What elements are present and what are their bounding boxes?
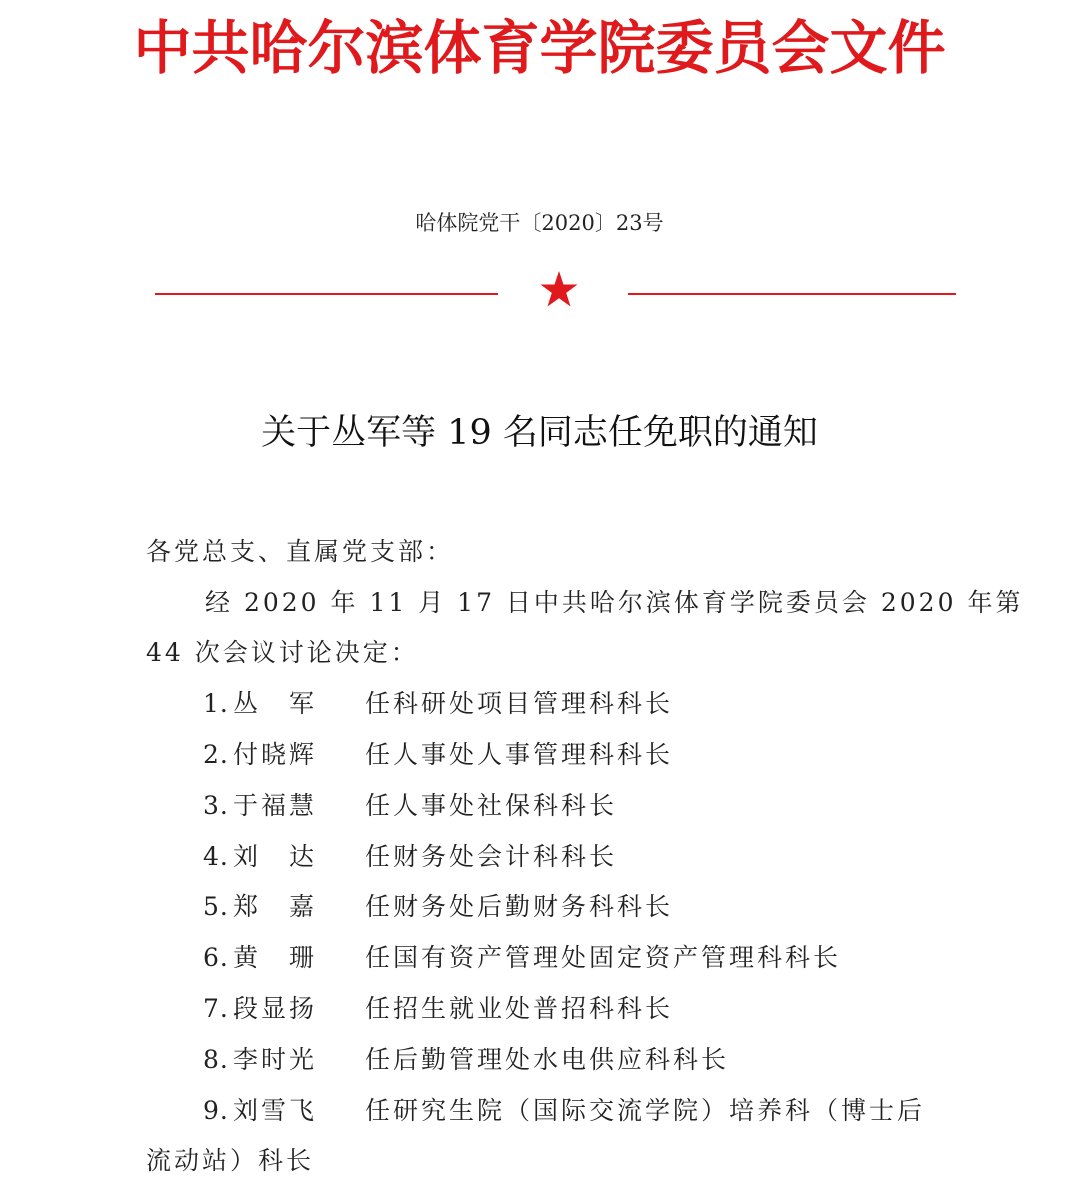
item-position: 任财务处后勤财务科科长 <box>365 892 674 921</box>
body-paragraph-line-2: 44 次会议讨论决定： <box>146 638 419 667</box>
item-number: 4. <box>203 842 229 871</box>
item-number: 7. <box>203 994 229 1023</box>
item-position: 任财务处会计科科长 <box>365 842 618 871</box>
document-title: 关于丛军等 19 名同志任免职的通知 <box>261 413 818 453</box>
item-position: 任招生就业处普招科科长 <box>365 994 674 1023</box>
item-position: 任科研处项目管理科科长 <box>365 689 674 718</box>
item-name: 付晓辉 <box>233 740 318 769</box>
item-name: 刘 达 <box>233 842 318 871</box>
item-position: 任国有资产管理处固定资产管理科科长 <box>365 943 842 972</box>
item-number: 8. <box>203 1045 229 1074</box>
red-star-icon <box>537 268 581 312</box>
red-separator <box>0 266 1079 316</box>
item-name: 于福慧 <box>233 791 318 820</box>
item-name: 黄 珊 <box>233 943 318 972</box>
salutation: 各党总支、直属党支部： <box>146 537 455 566</box>
item-position: 任研究生院（国际交流学院）培养科（博士后 <box>365 1096 926 1125</box>
item-number: 5. <box>203 892 229 921</box>
item-name: 段显扬 <box>233 994 318 1023</box>
item-number: 2. <box>203 740 229 769</box>
item-position: 任人事处人事管理科科长 <box>365 740 674 769</box>
red-header-title: 中共哈尔滨体育学院委员会文件 <box>133 14 946 82</box>
item-position: 任人事处社保科科长 <box>365 791 618 820</box>
item-name: 郑 嘉 <box>233 892 318 921</box>
item-number: 6. <box>203 943 229 972</box>
item-name: 刘雪飞 <box>233 1096 318 1125</box>
item-position: 任后勤管理处水电供应科科长 <box>365 1045 730 1074</box>
separator-line-right <box>628 293 956 295</box>
separator-line-left <box>155 293 498 295</box>
document-number: 哈体院党干〔2020〕23号 <box>415 211 664 235</box>
item-number: 9. <box>203 1096 229 1125</box>
body-paragraph-line-1: 经 2020 年 11 月 17 日中共哈尔滨体育学院委员会 2020 年第 <box>205 588 1024 617</box>
item-number: 1. <box>203 689 229 718</box>
item-name: 李时光 <box>233 1045 318 1074</box>
item-position-continuation: 流动站）科长 <box>146 1146 315 1175</box>
item-name: 丛 军 <box>233 689 318 718</box>
item-number: 3. <box>203 791 229 820</box>
